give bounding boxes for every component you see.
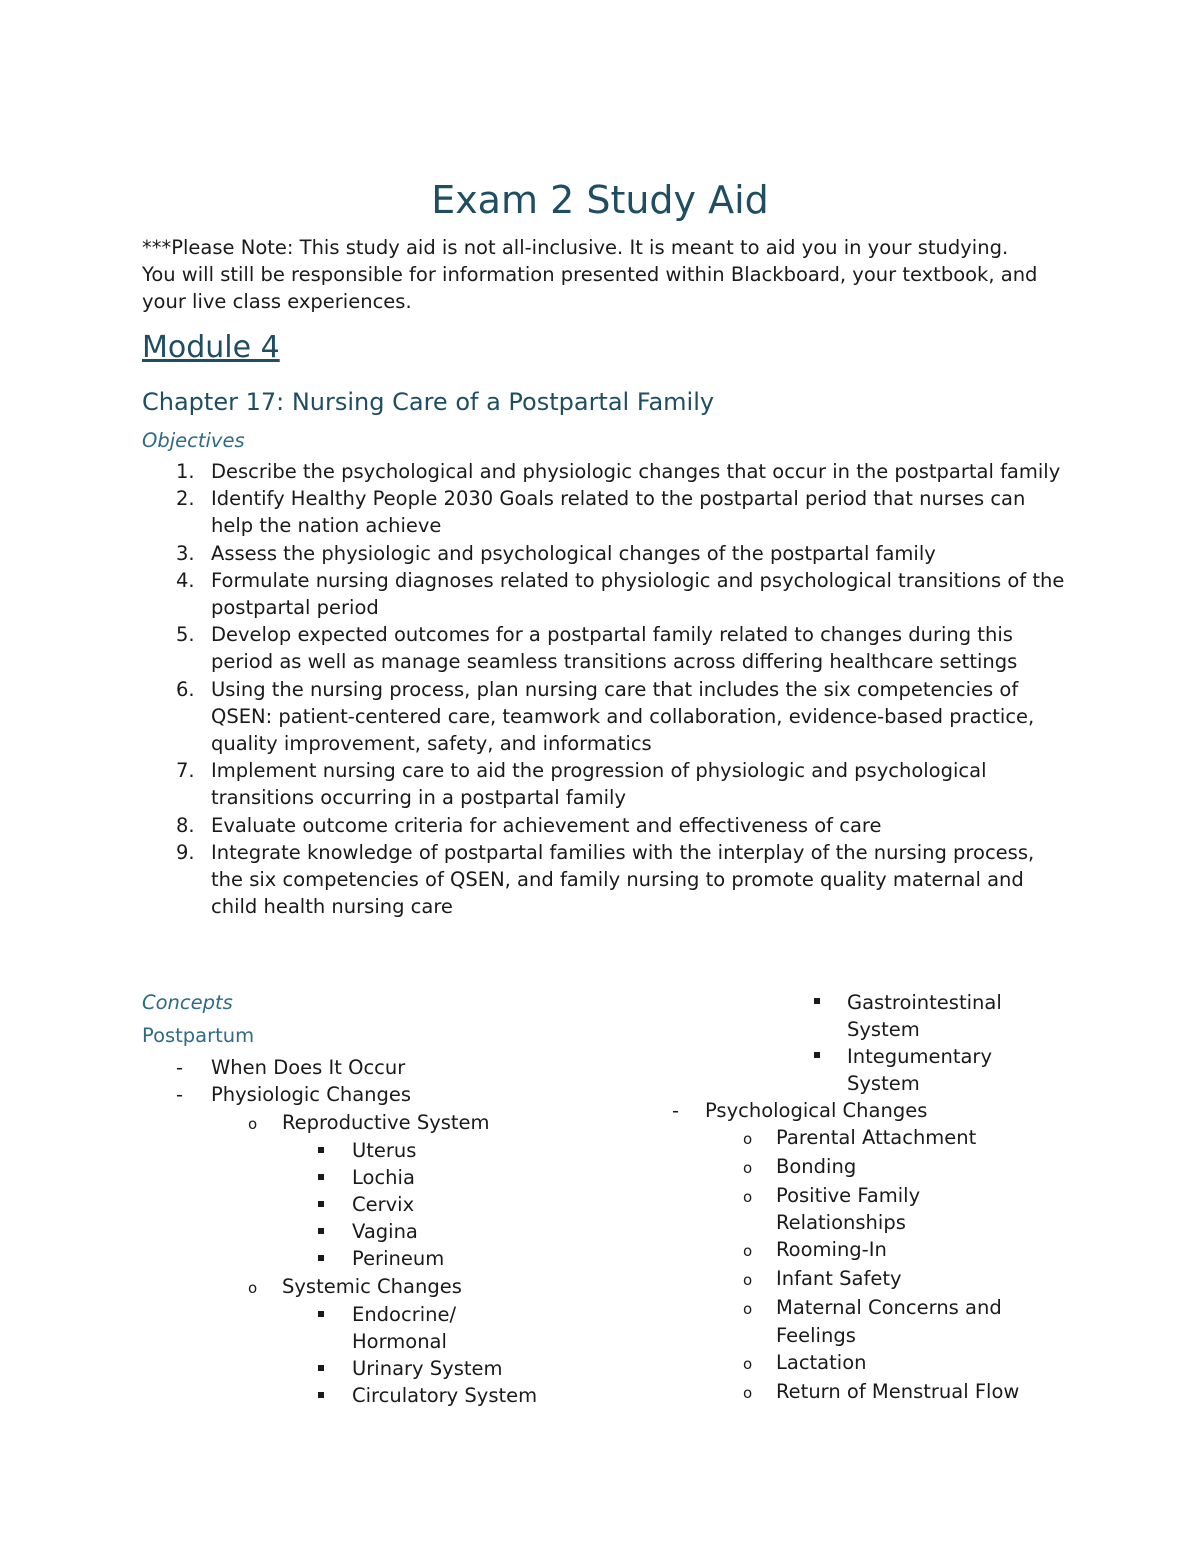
circle-bullet: o	[743, 1300, 753, 1318]
square-bullet	[814, 998, 820, 1004]
concept-parental-attachment: Parental Attachment	[776, 1126, 977, 1149]
square-bullet	[318, 1311, 324, 1317]
concept-endocrine: Endocrine/	[352, 1303, 457, 1326]
square-bullet	[318, 1201, 324, 1207]
module-heading: Module 4	[142, 330, 280, 365]
circle-bullet: o	[743, 1242, 753, 1260]
objective-item	[142, 621, 1072, 675]
square-bullet	[318, 1228, 324, 1234]
objective-item	[142, 458, 1072, 485]
dash-bullet: -	[176, 1083, 184, 1106]
objective-item	[142, 540, 1072, 567]
objective-text: Describe the psychological and physiologic changes that occur in the postpartal family	[211, 460, 1061, 483]
objective-text: Formulate nursing diagnoses related to physiologic and psychological transitions of the postpartal period	[211, 568, 1065, 620]
square-bullet	[318, 1147, 324, 1153]
concept-systemic: Systemic Changes	[282, 1275, 462, 1298]
concept-rooming-in: Rooming-In	[776, 1238, 887, 1261]
dash-bullet: -	[672, 1099, 680, 1122]
objective-text: Integrate knowledge of postpartal families with the interplay of the nursing process, the six competencies of QSEN, and family nursing to promote quality maternal and child health nursing care	[211, 840, 1035, 919]
objective-item	[142, 485, 1072, 539]
concept-gi: Gastrointestinal	[847, 991, 1002, 1014]
objective-item	[142, 757, 1072, 811]
objectives-list	[142, 458, 1072, 920]
circle-bullet: o	[743, 1188, 753, 1206]
circle-bullet: o	[743, 1384, 753, 1402]
objective-number: 6.	[176, 677, 195, 701]
concept-reproductive: Reproductive System	[282, 1111, 490, 1134]
circle-bullet: o	[248, 1279, 258, 1297]
postpartum-heading: Postpartum	[142, 1024, 255, 1047]
objective-number: 5.	[176, 623, 195, 647]
concept-psychological: Psychological Changes	[705, 1099, 928, 1122]
chapter-heading: Chapter 17: Nursing Care of a Postpartal Family	[142, 388, 715, 416]
concept-reproductive-item: Perineum	[352, 1247, 445, 1270]
concept-reproductive-item: Vagina	[352, 1220, 418, 1243]
objective-number: 9.	[176, 840, 195, 864]
objective-text: Evaluate outcome criteria for achievement and effectiveness of care	[211, 813, 882, 837]
square-bullet	[814, 1052, 820, 1058]
concept-when: When Does It Occur	[211, 1056, 406, 1079]
concept-circulatory: Circulatory System	[352, 1384, 538, 1407]
objective-number: 8.	[176, 813, 195, 837]
objective-text: Identify Healthy People 2030 Goals related to the postpartal period that nurses can help the nation achieve	[211, 487, 1026, 538]
objective-text: Using the nursing process, plan nursing care that includes the six competencies of QSEN: patient-centered care, teamwork and collaboration, evidence-based practice, quality improvement, safety, and informatics	[211, 677, 1035, 756]
circle-bullet: o	[743, 1271, 753, 1289]
objective-text: Develop expected outcomes for a postpartal family related to changes during this period as well as manage seamless transitions across differing healthcare settings	[211, 623, 1018, 674]
circle-bullet: o	[743, 1130, 753, 1148]
objectives-heading: Objectives	[142, 429, 245, 452]
concept-positive-family: Positive Family	[776, 1184, 921, 1207]
dash-bullet: -	[176, 1056, 184, 1079]
square-bullet	[318, 1174, 324, 1180]
objective-number: 2.	[176, 487, 195, 511]
concept-reproductive-item: Lochia	[352, 1166, 415, 1189]
concept-positive-family-cont: Relationships	[776, 1211, 906, 1234]
concept-gi-cont: System	[847, 1018, 920, 1041]
square-bullet	[318, 1365, 324, 1371]
circle-bullet: o	[248, 1115, 258, 1133]
concept-return-menstrual: Return of Menstrual Flow	[776, 1380, 1020, 1403]
concept-integumentary-cont: System	[847, 1072, 920, 1095]
concept-endocrine-cont: Hormonal	[352, 1330, 447, 1353]
circle-bullet: o	[743, 1355, 753, 1373]
study-note: ***Please Note: This study aid is not all-inclusive. It is meant to aid you in your studying. You will still be responsible for information presented within Blackboard, your textbook, and your live class experiences.	[142, 236, 1038, 313]
objective-text: Implement nursing care to aid the progression of physiologic and psychological transitions occurring in a postpartal family	[211, 759, 987, 810]
objective-text: Assess the physiologic and psychological changes of the postpartal family	[211, 541, 936, 565]
concepts-heading: Concepts	[142, 991, 233, 1014]
concept-reproductive-item: Cervix	[352, 1193, 415, 1216]
concept-reproductive-item: Uterus	[352, 1139, 417, 1162]
objective-item	[142, 676, 1072, 758]
concept-maternal-concerns-cont: Feelings	[776, 1324, 856, 1347]
concept-maternal-concerns: Maternal Concerns and	[776, 1296, 1002, 1319]
objective-number: 3.	[176, 541, 195, 565]
concept-physiologic: Physiologic Changes	[211, 1083, 412, 1106]
objective-number: 4.	[176, 568, 195, 592]
objective-item	[142, 567, 1072, 621]
concept-infant-safety: Infant Safety	[776, 1267, 902, 1290]
document-title: Exam 2 Study Aid	[431, 178, 769, 222]
objective-item	[142, 812, 1072, 839]
objective-number: 7.	[176, 759, 195, 783]
concept-lactation: Lactation	[776, 1351, 867, 1374]
objective-number: 1.	[176, 460, 195, 483]
concept-integumentary: Integumentary	[847, 1045, 992, 1068]
circle-bullet: o	[743, 1159, 753, 1177]
concept-urinary: Urinary System	[352, 1357, 503, 1380]
square-bullet	[318, 1255, 324, 1261]
concept-bonding: Bonding	[776, 1155, 857, 1178]
objective-item	[142, 839, 1072, 921]
square-bullet	[318, 1392, 324, 1398]
